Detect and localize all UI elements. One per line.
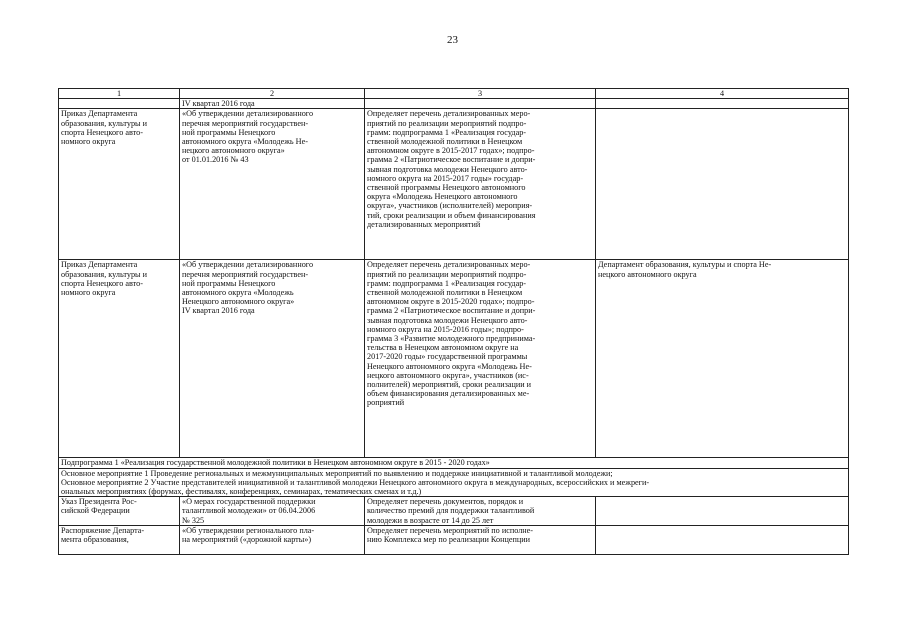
main-measures-text: Основное мероприятие 1 Проведение региональных и межмуниципальных мероприятий по выявлению и поддержке инициативной и талантливой молодежи; Основное мероприятие 2 Участие представителей инициативной и талантливой молодежи Ненецкого автономного округа в международных, всероссийских и межреги- ональных мероприятиях (форумах, фестивалях, конференциях, семинарах, тематических сменах и т.д.) bbox=[59, 468, 849, 497]
cell-responsible bbox=[596, 109, 849, 260]
page-number: 23 bbox=[447, 34, 458, 46]
cell-document-title: «Об утверждении регионального пла- на мероприятий («дорожной карты») bbox=[180, 525, 365, 554]
cell-document-description: Определяет перечень детализированных меро- приятий по реализации мероприятий подпро- грамм: подпрограмма 1 «Реализация государ- ственной молодежной политики в Ненецком автономном округе в 2015-2017 годах»; подпро- грамма 2 «Патриотическое воспитание и допри- зывная подготовка молодежи Ненецкого авто- номного округа на 2015-2017 годы» государ- ственной программы Ненецкого автономного округа «Молодежь Ненецкого автономного округа», участников (исполнителей) мероприя- тий, сроки реализации и объем финансирования детализированных мероприятий bbox=[365, 109, 596, 260]
cell-document-title: «Об утверждении детализированного перечня мероприятий государствен- ной программы Ненецкого автономного округа «Молодежь Не- нецкого автономного округа» от 01.01.2016 № 43 bbox=[180, 109, 365, 260]
cell-document-type: Распоряжение Департа- мента образования, bbox=[59, 525, 180, 554]
table-row bbox=[59, 497, 849, 526]
cell-document-title: «Об утверждении детализированного перечня мероприятий государствен- ной программы Ненецкого автономного округа «Молодежь Ненецкого автономного округа» IV квартал 2016 года bbox=[180, 260, 365, 458]
cell-document-description: Определяет перечень мероприятий по исполне- нию Комплекса мер по реализации Концепции bbox=[365, 525, 596, 554]
cell-document-title: IV квартал 2016 года bbox=[180, 99, 365, 109]
cell-document-title: «О мерах государственной поддержки талантливой молодежи» от 06.04.2006 № 325 bbox=[180, 497, 365, 526]
cell-responsible bbox=[596, 525, 849, 554]
table-row bbox=[59, 99, 849, 109]
column-header: 3 bbox=[365, 89, 596, 99]
cell-document-type bbox=[59, 99, 180, 109]
table-header-row bbox=[59, 89, 849, 99]
cell-document-type: Указ Президента Рос- сийской Федерации bbox=[59, 497, 180, 526]
cell-responsible bbox=[596, 497, 849, 526]
cell-responsible bbox=[596, 99, 849, 109]
cell-document-description bbox=[365, 99, 596, 109]
cell-responsible: Департамент образования, культуры и спорта Не- нецкого автономного округа bbox=[596, 260, 849, 458]
table-row bbox=[59, 525, 849, 554]
table-row bbox=[59, 109, 849, 260]
cell-document-type: Приказ Департамента образования, культуры и спорта Ненецкого авто- номного округа bbox=[59, 109, 180, 260]
column-header: 4 bbox=[596, 89, 849, 99]
column-header: 2 bbox=[180, 89, 365, 99]
subprogram-row bbox=[59, 458, 849, 468]
column-header: 1 bbox=[59, 89, 180, 99]
table-row bbox=[59, 260, 849, 458]
cell-document-type: Приказ Департамента образования, культуры и спорта Ненецкого авто- номного округа bbox=[59, 260, 180, 458]
regulatory-acts-table bbox=[58, 88, 849, 555]
main-measures-row bbox=[59, 468, 849, 497]
cell-document-description: Определяет перечень документов, порядок и количество премий для поддержки талантливой молодежи в возрасте от 14 до 25 лет bbox=[365, 497, 596, 526]
cell-document-description: Определяет перечень детализированных меро- приятий по реализации мероприятий подпро- грамм: подпрограмма 1 «Реализация государ- ственной молодежной политики в Ненецком автономном округе в 2015-2020 годах»; подпро- грамма 2 «Патриотическое воспитание и допри- зывная подготовка молодежи Ненецкого авто- номного округа на 2015-2016 годы»; подпро- грамма 3 «Развитие молодежного предпринима- тельства в Ненецком автономном округе на 2017-2020 годы» государственной программы Ненецкого автономного округа «Молодежь Не- нецкого автономного округа», участников (ис- полнителей) мероприятий, сроки реализации и объем финансирования детализированных ме- роприятий bbox=[365, 260, 596, 458]
subprogram-title: Подпрограмма 1 «Реализация государственной молодежной политики в Ненецком автономном округе в 2015 - 2020 годах» bbox=[59, 458, 849, 468]
